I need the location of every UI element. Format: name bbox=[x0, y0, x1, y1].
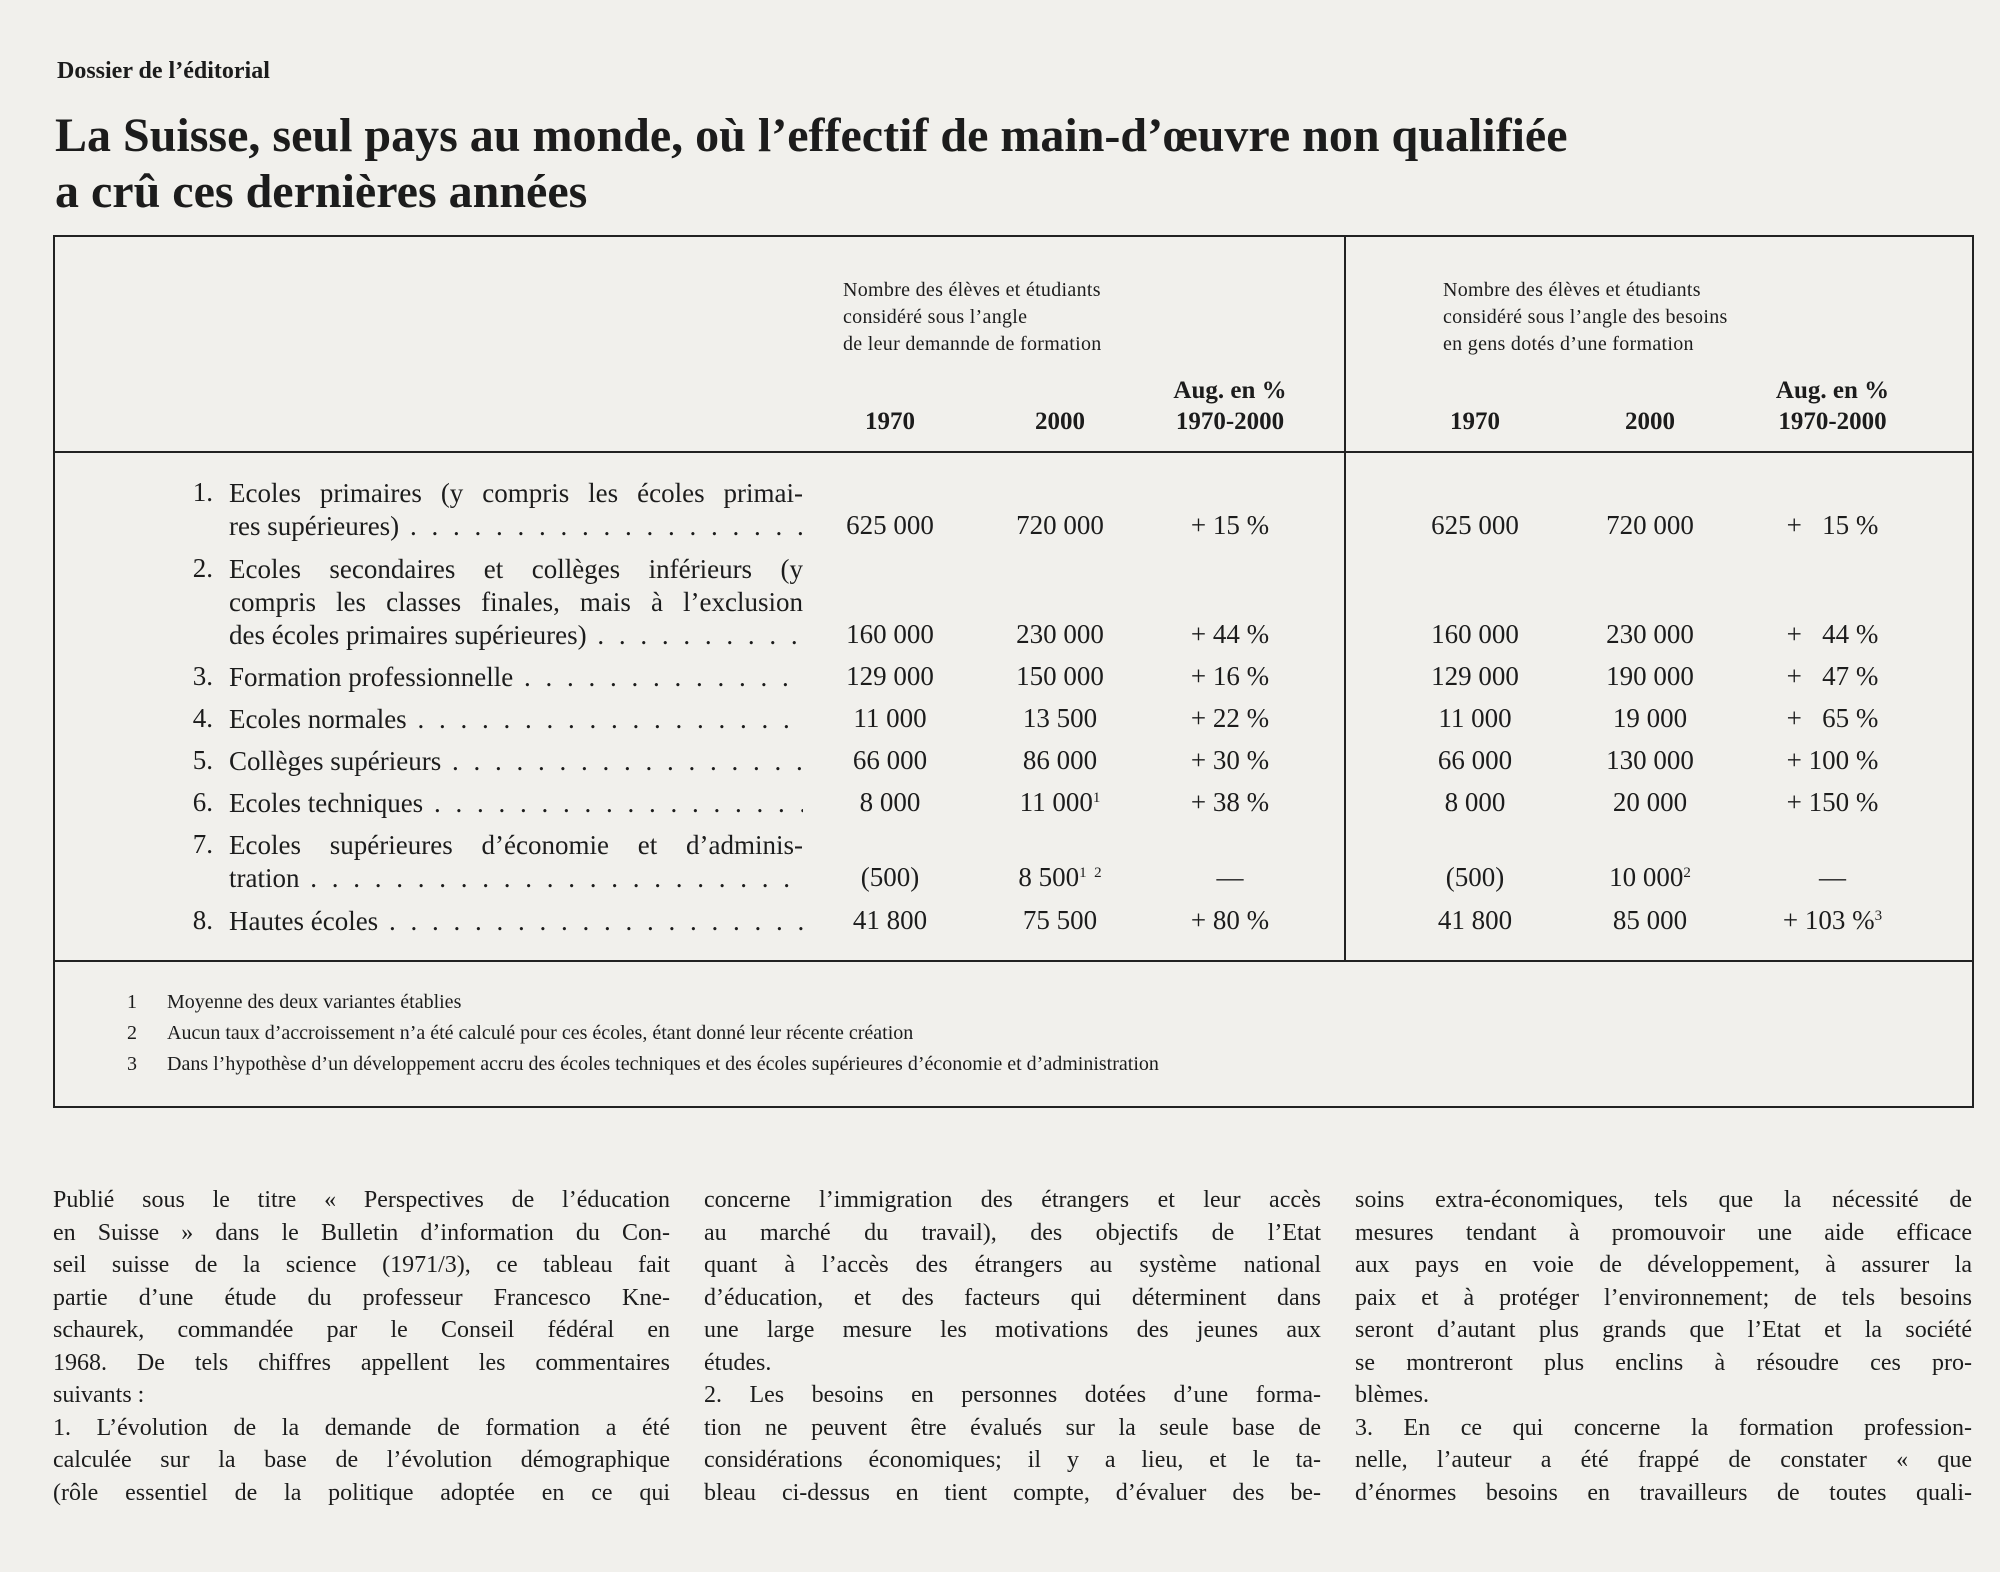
column-header-1970: 1970 bbox=[1450, 408, 1500, 435]
section-kicker: Dossier de l’éditorial bbox=[57, 58, 270, 84]
footnote-ref: 1 2 bbox=[1079, 865, 1102, 881]
body-line: calculée sur la base de l’évolution démographique bbox=[53, 1447, 670, 1473]
body-column-2 bbox=[704, 1184, 1321, 1509]
cell-needs-1970: 41 800 bbox=[1437, 905, 1513, 935]
cell-needs-2000: 720 000 bbox=[1606, 510, 1694, 540]
footnote-text: Dans l’hypothèse d’un développement accru des écoles techniques et des écoles supérieures d’économie et d’administration bbox=[167, 1053, 1159, 1075]
body-line: seil suisse de la science (1971/3), ce tableau fait bbox=[53, 1252, 670, 1278]
footnote-text: Moyenne des deux variantes établies bbox=[167, 991, 462, 1013]
title-line: La Suisse, seul pays au monde, où l’effectif de main-d’œuvre non qualifiée bbox=[55, 109, 1568, 162]
row-label bbox=[229, 553, 803, 652]
body-line: bleau ci-dessus en tient compte, d’évaluer des be- bbox=[704, 1479, 1321, 1506]
row-label bbox=[229, 787, 803, 820]
cell-needs-1970: 11 000 bbox=[1438, 703, 1512, 733]
row-number: 8. bbox=[192, 905, 213, 935]
body-line: au marché du travail), des objectifs de l’Etat bbox=[704, 1219, 1321, 1246]
statistics-table bbox=[53, 235, 1974, 1108]
footnote-ref: 3 bbox=[1874, 908, 1883, 924]
footnote-number: 2 bbox=[127, 1022, 137, 1044]
cell-needs-2000: 130 000 bbox=[1606, 745, 1694, 775]
group-header-line: en gens dotés d’une formation bbox=[1443, 333, 1694, 355]
cell-demand-1970: 160 000 bbox=[846, 619, 934, 649]
group-header-demand bbox=[843, 277, 1102, 358]
body-line: partie d’une étude du professeur Francesco Kne- bbox=[53, 1284, 670, 1311]
body-line: considérations économiques; il y a lieu, et le ta- bbox=[704, 1447, 1321, 1473]
row-label-line: Ecoles primaires (y compris les écoles primai- bbox=[229, 478, 803, 508]
group-header-line: Nombre des élèves et étudiants bbox=[1443, 279, 1701, 301]
cell-needs-aug: + 150 % bbox=[1786, 787, 1879, 817]
cell-needs-aug: — bbox=[1819, 862, 1846, 892]
cell-demand-1970: (500) bbox=[860, 862, 920, 892]
row-number: 2. bbox=[192, 553, 213, 583]
row-label-line: res supérieures) . . . bbox=[229, 510, 803, 543]
body-column-3 bbox=[1355, 1184, 1972, 1509]
cell-needs-aug: + 44 % bbox=[1786, 619, 1879, 649]
cell-demand-1970: 11 000 bbox=[853, 703, 927, 733]
row-number: 6. bbox=[192, 787, 213, 817]
body-line: 2. Les besoins en personnes dotées d’une forma- bbox=[704, 1382, 1321, 1408]
row-label-line: Ecoles secondaires et collèges inférieurs (y bbox=[229, 554, 803, 584]
column-header-line: 1970-2000 bbox=[1175, 408, 1285, 435]
body-line: 1. L’évolution de la demande de formation a été bbox=[53, 1414, 670, 1441]
row-label-line: Collèges supérieurs . . . bbox=[229, 745, 803, 778]
cell-needs-1970: 160 000 bbox=[1431, 619, 1519, 649]
body-line: nelle, l’auteur a été frappé de constater « que bbox=[1355, 1447, 1972, 1473]
body-line: suivants : bbox=[53, 1382, 145, 1408]
column-header-2000: 2000 bbox=[1625, 408, 1675, 435]
cell-needs-aug: + 15 % bbox=[1786, 510, 1879, 540]
row-label bbox=[229, 745, 803, 778]
cell-demand-2000: 13 500 bbox=[1022, 703, 1098, 733]
row-label-line: compris les classes finales, mais à l’exclusion bbox=[229, 587, 803, 617]
cell-needs-2000 bbox=[1575, 862, 1725, 893]
footnote-ref: 2 bbox=[1683, 865, 1691, 881]
body-line: en Suisse » dans le Bulletin d’information du Con- bbox=[53, 1219, 670, 1246]
cell-demand-1970: 625 000 bbox=[846, 510, 934, 540]
row-label bbox=[229, 703, 803, 736]
body-line: une large mesure les motivations des jeunes aux bbox=[704, 1317, 1321, 1343]
body-line: 3. En ce qui concerne la formation profession- bbox=[1355, 1414, 1972, 1441]
body-line: soins extra-économiques, tels que la nécessité de bbox=[1355, 1187, 1972, 1213]
column-header-line: Aug. en % bbox=[1173, 377, 1287, 404]
cell-needs-1970: (500) bbox=[1445, 862, 1505, 892]
cell-demand-aug: + 80 % bbox=[1190, 905, 1270, 935]
cell-demand-2000: 230 000 bbox=[1016, 619, 1104, 649]
column-header-1970: 1970 bbox=[865, 408, 915, 435]
row-label-line: des écoles primaires supérieures) . . . bbox=[229, 619, 803, 652]
cell-demand-aug: + 38 % bbox=[1190, 787, 1270, 817]
row-label bbox=[229, 829, 803, 895]
cell-demand-aug: + 30 % bbox=[1190, 745, 1270, 775]
cell-needs-aug: + 47 % bbox=[1786, 661, 1879, 691]
body-line: mesures tendant à promouvoir une aide efficace bbox=[1355, 1219, 1972, 1246]
column-header-line: 1970-2000 bbox=[1778, 408, 1887, 435]
footnote-number: 3 bbox=[127, 1053, 137, 1075]
body-line: d’énormes besoins en travailleurs de toutes quali- bbox=[1355, 1479, 1972, 1506]
cell-demand-aug: — bbox=[1216, 862, 1244, 892]
row-label bbox=[229, 477, 803, 543]
body-line: d’éducation, et des facteurs qui déterminent dans bbox=[704, 1284, 1321, 1311]
group-header-needs bbox=[1443, 277, 1728, 358]
cell-needs-1970: 625 000 bbox=[1431, 510, 1519, 540]
row-number: 5. bbox=[192, 745, 213, 775]
cell-demand-1970: 66 000 bbox=[852, 745, 928, 775]
cell-needs-2000: 19 000 bbox=[1612, 703, 1688, 733]
row-label-line: Hautes écoles . . . bbox=[229, 905, 803, 938]
cell-value: 11 000 bbox=[1019, 787, 1093, 817]
row-number: 7. bbox=[192, 829, 213, 859]
row-number: 4. bbox=[192, 703, 213, 733]
body-line: aux pays en voie de développement, à assurer la bbox=[1355, 1252, 1972, 1278]
row-label-line: tration . . . bbox=[229, 862, 803, 895]
column-header-augmentation bbox=[1745, 375, 1920, 437]
body-line: blèmes. bbox=[1355, 1382, 1429, 1408]
cell-needs-2000: 230 000 bbox=[1606, 619, 1694, 649]
body-line: concerne l’immigration des étrangers et leur accès bbox=[704, 1187, 1321, 1213]
footnote-number: 1 bbox=[127, 991, 137, 1013]
cell-demand-2000 bbox=[985, 787, 1135, 818]
body-line: schaurek, commandée par le Conseil fédéral en bbox=[53, 1317, 670, 1343]
cell-needs-aug: + 100 % bbox=[1786, 745, 1879, 775]
cell-demand-1970: 8 000 bbox=[859, 787, 921, 817]
footnote bbox=[127, 987, 1159, 1018]
footnote-text: Aucun taux d’accroissement n’a été calculé pour ces écoles, étant donné leur récente création bbox=[167, 1022, 914, 1044]
cell-value: 10 000 bbox=[1609, 862, 1684, 892]
group-header-line: considéré sous l’angle bbox=[843, 306, 1028, 328]
group-header-line: considéré sous l’angle des besoins bbox=[1443, 306, 1728, 328]
cell-needs-2000: 20 000 bbox=[1612, 787, 1688, 817]
footnote-ref: 1 bbox=[1092, 790, 1101, 806]
body-line: (rôle essentiel de la politique adoptée en ce qui bbox=[53, 1479, 670, 1506]
cell-demand-1970: 41 800 bbox=[852, 905, 928, 935]
group-header-line: de leur demannde de formation bbox=[843, 333, 1102, 355]
row-label bbox=[229, 905, 803, 938]
cell-needs-aug: + 65 % bbox=[1786, 703, 1879, 733]
row-label-line: Ecoles techniques . . . bbox=[229, 787, 803, 820]
cell-demand-aug: + 15 % bbox=[1190, 510, 1270, 540]
row-number: 3. bbox=[192, 661, 213, 691]
column-header-2000: 2000 bbox=[1035, 408, 1085, 435]
body-line: 1968. De tels chiffres appellent les commentaires bbox=[53, 1349, 670, 1376]
cell-needs-1970: 66 000 bbox=[1437, 745, 1513, 775]
cell-demand-1970: 129 000 bbox=[846, 661, 934, 691]
body-line: quant à l’accès des étrangers au système national bbox=[704, 1252, 1321, 1278]
cell-needs-2000: 190 000 bbox=[1606, 661, 1694, 691]
cell-needs-aug bbox=[1745, 905, 1920, 936]
cell-needs-2000: 85 000 bbox=[1612, 905, 1688, 935]
cell-value: 8 500 bbox=[1018, 862, 1080, 892]
cell-demand-aug: + 44 % bbox=[1190, 619, 1270, 649]
cell-demand-aug: + 16 % bbox=[1190, 661, 1270, 691]
body-column-1 bbox=[53, 1184, 670, 1509]
footnote-divider bbox=[55, 960, 1972, 962]
body-line: seront d’autant plus grands que l’Etat et la société bbox=[1355, 1317, 1972, 1343]
body-line: tion ne peuvent être évalués sur la seule base de bbox=[704, 1414, 1321, 1441]
cell-value: + 103 % bbox=[1782, 905, 1875, 935]
body-line: études. bbox=[704, 1349, 772, 1376]
row-label-line: Ecoles normales . . . bbox=[229, 703, 803, 736]
cell-demand-2000: 75 500 bbox=[1022, 905, 1098, 935]
title-line: a crû ces dernières années bbox=[55, 165, 588, 218]
cell-needs-1970: 8 000 bbox=[1444, 787, 1506, 817]
page-title bbox=[55, 108, 1568, 220]
column-divider bbox=[1344, 237, 1346, 960]
row-label-line: Ecoles supérieures d’économie et d’adminis- bbox=[229, 830, 803, 860]
group-header-line: Nombre des élèves et étudiants bbox=[843, 279, 1101, 301]
row-number: 1. bbox=[192, 477, 213, 507]
body-line: Publié sous le titre « Perspectives de l’éducation bbox=[53, 1187, 670, 1213]
table-footnotes bbox=[127, 987, 1159, 1080]
header-divider bbox=[55, 451, 1972, 453]
column-header-line: Aug. en % bbox=[1775, 377, 1890, 404]
body-line: paix et à protéger l’environnement; de tels besoins bbox=[1355, 1284, 1972, 1311]
cell-demand-2000: 150 000 bbox=[1016, 661, 1104, 691]
row-label bbox=[229, 661, 803, 694]
body-line: se montreront plus enclins à résoudre ces pro- bbox=[1355, 1349, 1972, 1376]
row-label-line: Formation professionnelle . . . bbox=[229, 661, 803, 694]
cell-demand-2000: 86 000 bbox=[1022, 745, 1098, 775]
cell-demand-2000: 720 000 bbox=[1016, 510, 1104, 540]
footnote bbox=[127, 1049, 1159, 1080]
cell-needs-1970: 129 000 bbox=[1431, 661, 1519, 691]
cell-demand-2000 bbox=[985, 862, 1135, 893]
column-header-augmentation bbox=[1150, 375, 1310, 437]
cell-demand-aug: + 22 % bbox=[1190, 703, 1270, 733]
footnote bbox=[127, 1018, 1159, 1049]
